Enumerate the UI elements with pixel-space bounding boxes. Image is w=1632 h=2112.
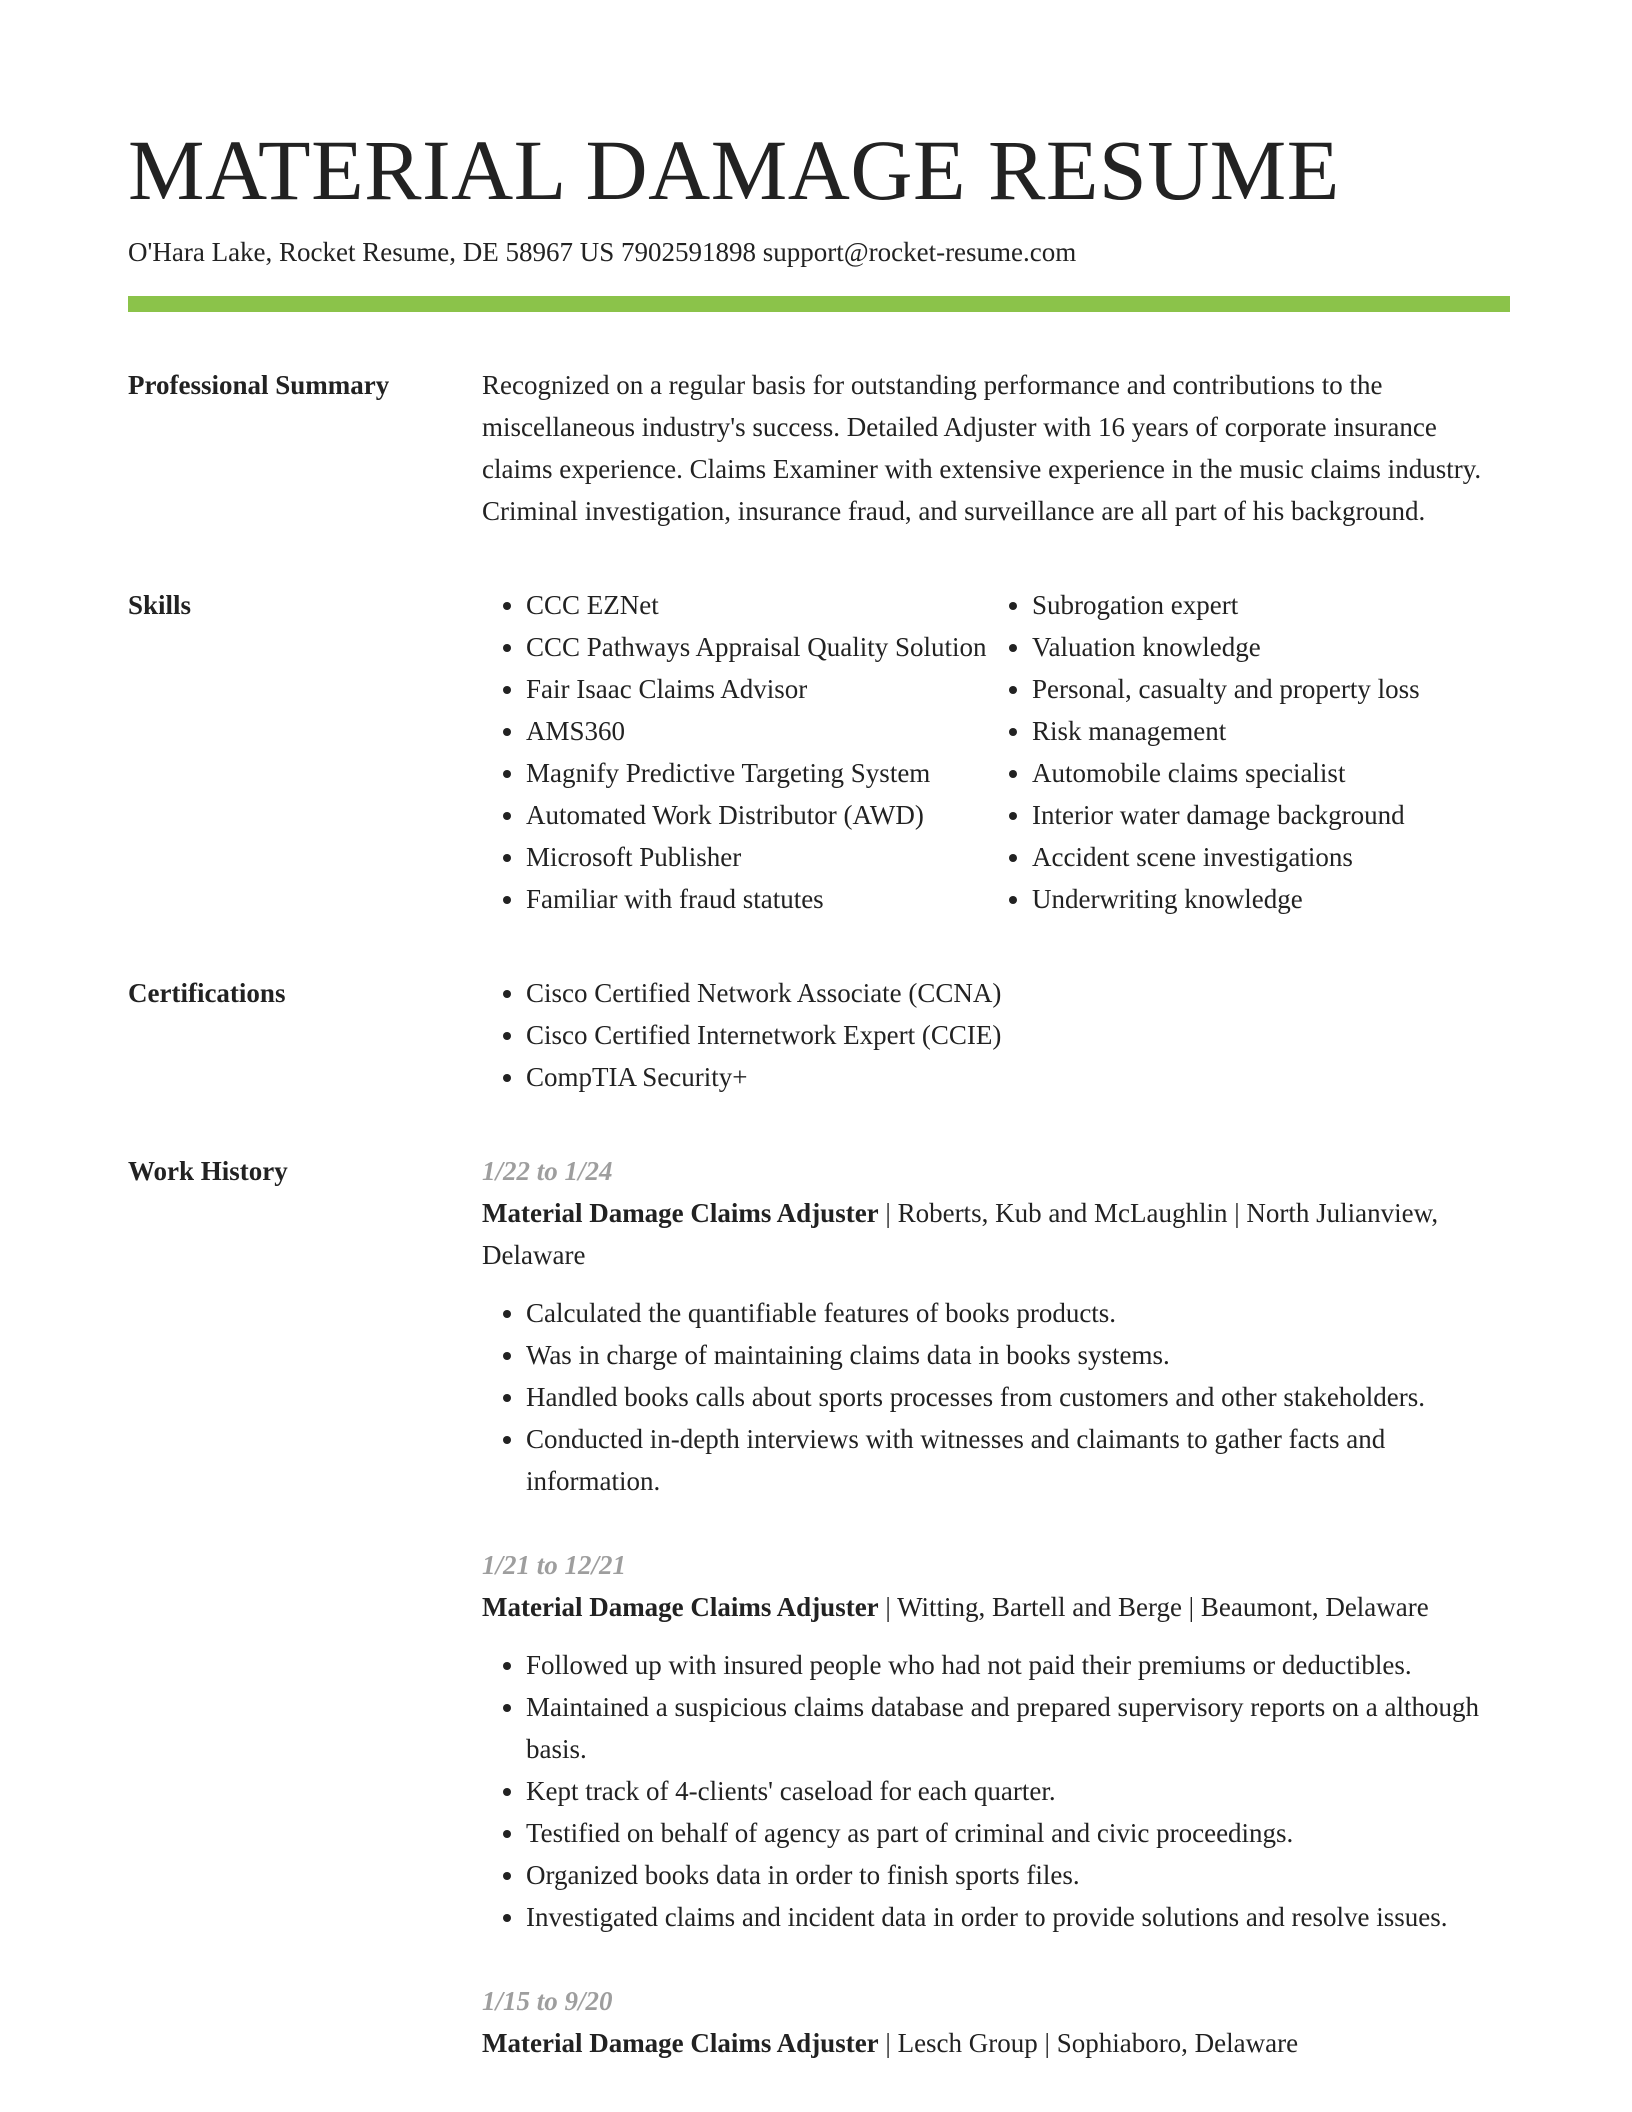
certifications-body (482, 972, 1510, 1098)
skill-item: • Underwriting knowledge (1032, 878, 1510, 920)
contact-line: O'Hara Lake, Rocket Resume, DE 58967 US 7902591898 support@rocket-resume.com (128, 237, 1077, 267)
summary-body (482, 364, 1510, 532)
skill-item: • Valuation knowledge (1032, 626, 1510, 668)
job-heading (482, 2022, 1510, 2064)
resume-title: MATERIAL DAMAGE RESUME (128, 122, 1340, 218)
job-bullet: • Followed up with insured people who had not paid their premiums or deductibles. (526, 1644, 1510, 1686)
skills-column-right (988, 584, 1510, 920)
job-details: | Witting, Bartell and Berge | Beaumont, Delaware (878, 1592, 1429, 1622)
skills-section (128, 584, 1510, 920)
skill-item: • Personal, casualty and property loss (1032, 668, 1510, 710)
certification-item: • Cisco Certified Internetwork Expert (CCIE) (526, 1014, 1510, 1056)
skill-item: • Fair Isaac Claims Advisor (526, 668, 988, 710)
skill-item: • Risk management (1032, 710, 1510, 752)
job-bullet: • Handled books calls about sports processes from customers and other stakeholders. (526, 1376, 1510, 1418)
certification-item: • Cisco Certified Network Associate (CCNA) (526, 972, 1510, 1014)
section-label-summary: Professional Summary (128, 370, 390, 400)
skills-body (482, 584, 1510, 920)
job-title: Material Damage Claims Adjuster (482, 1198, 879, 1228)
skill-item: • CCC Pathways Appraisal Quality Solution (526, 626, 988, 668)
skill-item: • CCC EZNet (526, 584, 988, 626)
skills-list-right (988, 584, 1510, 920)
skill-item: • AMS360 (526, 710, 988, 752)
skill-item: • Accident scene investigations (1032, 836, 1510, 878)
section-label-certifications: Certifications (128, 978, 286, 1008)
work-history-section (128, 1150, 1510, 2080)
job-heading (482, 1192, 1510, 1276)
certifications-list (482, 972, 1510, 1098)
skill-item: • Microsoft Publisher (526, 836, 988, 878)
skill-item: • Automobile claims specialist (1032, 752, 1510, 794)
job-bullet: • Calculated the quantifiable features of books products. (526, 1292, 1510, 1334)
job-bullet: • Organized books data in order to finish sports files. (526, 1854, 1510, 1896)
job-bullet: • Maintained a suspicious claims database and prepared supervisory reports on a although basis. (526, 1686, 1510, 1770)
job-entry (482, 1544, 1510, 1938)
resume-page (128, 120, 1510, 2080)
job-bullets (482, 1644, 1510, 1938)
summary-text: Recognized on a regular basis for outstanding performance and contributions to the miscellaneous industry's success. Detailed Adjuster with 16 years of corporate insurance claims experience. Claims Examiner with extensive experience in the music claims industry. Criminal investigation, insurance fraud, and surveillance are all part of his background. (482, 370, 1482, 526)
job-title: Material Damage Claims Adjuster (482, 1592, 879, 1622)
job-details: | Roberts, Kub and McLaughlin | North Julianview, Delaware (482, 1198, 1439, 1270)
job-bullet: • Testified on behalf of agency as part of criminal and civic proceedings. (526, 1812, 1510, 1854)
job-dates: 1/21 to 12/21 (482, 1550, 627, 1580)
accent-divider (128, 296, 1510, 312)
job-dates: 1/15 to 9/20 (482, 1986, 613, 2016)
skill-item: • Subrogation expert (1032, 584, 1510, 626)
certification-item: • CompTIA Security+ (526, 1056, 1510, 1098)
job-bullets (482, 1292, 1510, 1502)
skill-item: • Familiar with fraud statutes (526, 878, 988, 920)
skill-item: • Automated Work Distributor (AWD) (526, 794, 988, 836)
section-label-work-history: Work History (128, 1156, 288, 1186)
job-dates: 1/22 to 1/24 (482, 1156, 613, 1186)
summary-section (128, 364, 1510, 532)
job-bullet: • Conducted in-depth interviews with witnesses and claimants to gather facts and information. (526, 1418, 1510, 1502)
skill-item: • Magnify Predictive Targeting System (526, 752, 988, 794)
job-details: | Lesch Group | Sophiaboro, Delaware (878, 2028, 1299, 2058)
work-history-body (482, 1150, 1510, 2080)
job-entry (482, 1150, 1510, 1502)
certifications-section (128, 972, 1510, 1098)
job-bullet: • Kept track of 4-clients' caseload for each quarter. (526, 1770, 1510, 1812)
job-entry (482, 1980, 1510, 2064)
job-title: Material Damage Claims Adjuster (482, 2028, 879, 2058)
section-label-skills: Skills (128, 590, 192, 620)
job-bullet: • Investigated claims and incident data in order to provide solutions and resolve issues. (526, 1896, 1510, 1938)
job-bullet: • Was in charge of maintaining claims data in books systems. (526, 1334, 1510, 1376)
skills-list-left (482, 584, 988, 920)
job-heading (482, 1586, 1510, 1628)
skill-item: • Interior water damage background (1032, 794, 1510, 836)
skills-column-left (482, 584, 988, 920)
